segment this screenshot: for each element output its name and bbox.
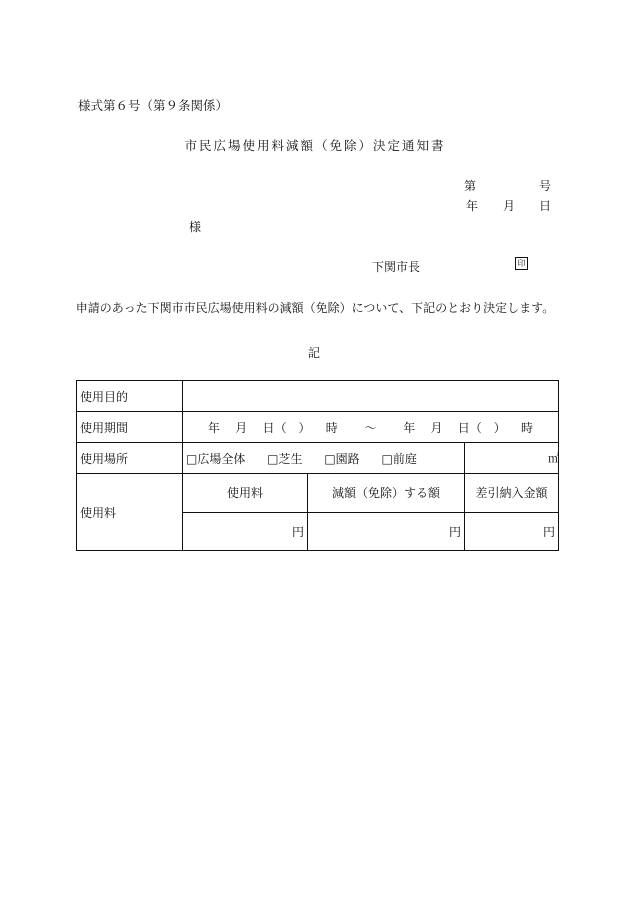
date-month: 月 [503,199,516,213]
reduction-yen: 円 [448,524,461,539]
fee-label: 使用料 [77,474,183,551]
seal-icon: 印 [515,257,528,270]
period-tilde: ～ [364,420,377,435]
period-day2: 日（ ） [457,420,506,435]
ki-heading: 記 [308,346,321,360]
place-option-whole[interactable]: □広場全体 [186,451,246,466]
form-number: 様式第６号（第９条関係） [78,98,229,113]
place-option-forecourt[interactable]: □前庭 [381,451,417,466]
period-hour1: 時 [325,420,338,435]
reduction-value[interactable] [308,512,465,551]
net-yen: 円 [542,524,555,539]
document-title: 市民広場使用料減額（免除）決定通知書 [184,138,446,153]
fee-yen: 円 [291,524,304,539]
net-value[interactable] [465,512,559,551]
period-month1: 月 [235,420,248,435]
period-month2: 月 [430,420,443,435]
number-prefix: 第 [464,179,477,193]
place-options [183,443,465,474]
details-table [76,380,559,551]
period-value[interactable] [183,412,559,443]
fee-header-net: 差引納入金額 [465,474,559,513]
purpose-value[interactable] [183,381,559,412]
date-year: 年 [466,199,479,213]
addressee-suffix: 様 [189,220,202,234]
place-option-lawn[interactable]: □芝生 [267,451,303,466]
period-day1: 日（ ） [262,420,311,435]
period-year1: 年 [207,420,220,435]
issuer-name: 下関市長 [372,260,421,274]
fee-header-fee: 使用料 [183,474,308,513]
area-value[interactable] [465,443,559,474]
period-hour2: 時 [521,420,534,435]
fee-header-row [77,474,559,513]
number-suffix: 号 [539,179,552,193]
date-day: 日 [539,199,552,213]
purpose-label: 使用目的 [77,381,183,412]
area-unit: ㎡ [548,452,559,465]
notice-text: 申請のあった下関市市民広場使用料の減額（免除）について、下記のとおり決定します。 [75,301,555,315]
period-label: 使用期間 [77,412,183,443]
period-row [77,412,559,443]
fee-header-reduction: 減額（免除）する額 [308,474,465,513]
place-row [77,443,559,474]
purpose-row [77,381,559,412]
place-option-path[interactable]: □園路 [324,451,360,466]
period-year2: 年 [403,420,416,435]
fee-value[interactable] [183,512,308,551]
place-label: 使用場所 [77,443,183,474]
